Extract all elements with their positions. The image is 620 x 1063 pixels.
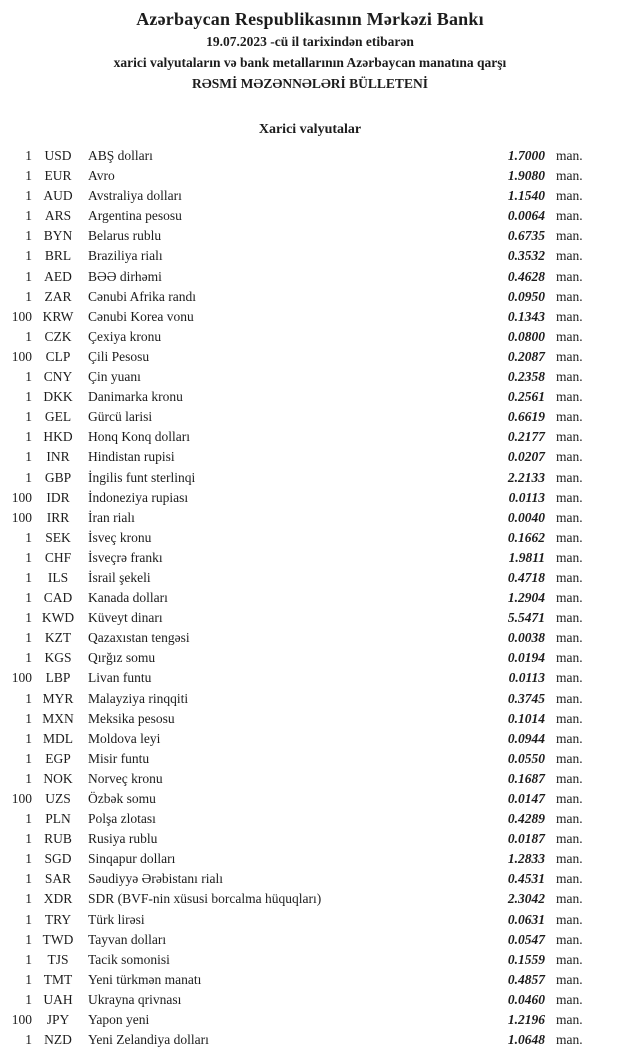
currency-name: BƏƏ dirhəmi: [88, 268, 162, 284]
currency-code: IRR: [46, 509, 70, 525]
bank-title: Azərbaycan Respublikasının Mərkəzi Bankı: [136, 9, 484, 29]
unit-label: man.: [556, 208, 583, 224]
currency-name: Malayziya rinqqiti: [88, 690, 189, 706]
unit-label: man.: [556, 770, 583, 786]
unit-label: man.: [556, 791, 583, 806]
currency-code: BYN: [43, 228, 73, 244]
currency-code: SEK: [45, 529, 71, 545]
rate-value: 0.1343: [507, 308, 545, 324]
unit-label: man.: [556, 730, 583, 746]
currency-name: Qırğız somu: [88, 650, 156, 666]
unit-label: man.: [556, 469, 583, 485]
table-row: [0, 930, 620, 950]
rate-value: 0.0187: [507, 831, 545, 847]
unit-label: man.: [556, 569, 583, 585]
rate-value: 1.9080: [507, 168, 545, 184]
currency-name: Argentina pesosu: [88, 208, 182, 224]
currency-code: CHF: [44, 549, 72, 565]
currency-code: HKD: [43, 429, 73, 445]
rate-value: 0.3532: [507, 248, 545, 264]
currency-name: Tacik somonisi: [88, 951, 170, 967]
currency-name: Danimarka kronu: [88, 389, 183, 405]
nominal-value: 1: [25, 369, 32, 385]
rate-value: 0.4857: [507, 971, 545, 987]
unit-label: man.: [556, 971, 583, 987]
currency-name: Çili Pesosu: [88, 348, 150, 364]
table-row: [0, 950, 620, 970]
rate-value: 0.0631: [507, 911, 545, 927]
rate-value: 0.1662: [507, 529, 545, 545]
currency-code: DKK: [43, 389, 73, 405]
currency-name: Türk lirəsi: [88, 911, 145, 927]
table-row: [0, 869, 620, 889]
nominal-value: 1: [25, 288, 32, 304]
unit-label: man.: [556, 248, 583, 264]
rate-value: 1.1540: [507, 188, 545, 204]
nominal-value: 100: [11, 348, 32, 364]
unit-label: man.: [556, 509, 583, 525]
nominal-value: 100: [11, 489, 32, 505]
currency-code: CLP: [45, 348, 71, 364]
currency-name: Hindistan rupisi: [88, 449, 175, 465]
currency-code: TJS: [47, 951, 69, 967]
table-row: [0, 568, 620, 588]
nominal-value: 1: [25, 951, 32, 967]
nominal-value: 1: [25, 228, 32, 244]
scope-line: xarici valyutaların və bank metallarının Azərbaycan manatına qarşı: [113, 55, 507, 70]
currency-code: TRY: [44, 911, 72, 927]
table-row: [0, 508, 620, 528]
rate-value: 0.2087: [507, 348, 545, 364]
currency-code: EGP: [45, 750, 71, 766]
currency-code: ZAR: [44, 288, 72, 304]
unit-label: man.: [556, 1012, 583, 1028]
rate-value: 0.0950: [507, 288, 545, 304]
currency-code: KWD: [41, 610, 75, 626]
nominal-value: 1: [25, 590, 32, 606]
unit-label: man.: [556, 991, 583, 1007]
table-row: [0, 166, 620, 186]
currency-name: ABŞ dolları: [88, 148, 153, 163]
rate-value: 1.9811: [508, 549, 545, 565]
table-row: [0, 809, 620, 829]
rate-value: 0.0944: [507, 730, 545, 746]
currency-name: Honq Konq dolları: [88, 429, 190, 445]
nominal-value: 1: [25, 1032, 32, 1048]
rate-value: 0.0038: [507, 630, 545, 646]
unit-label: man.: [556, 188, 583, 204]
rate-value: 0.1014: [507, 710, 545, 726]
nominal-value: 1: [25, 610, 32, 626]
nominal-value: 1: [25, 549, 32, 565]
currency-code: GEL: [44, 409, 72, 425]
table-row: [0, 789, 620, 809]
nominal-value: 1: [25, 148, 32, 163]
table-row: [0, 347, 620, 367]
nominal-value: 1: [25, 871, 32, 887]
rate-value: 0.0040: [507, 509, 545, 525]
currency-name: Tayvan dolları: [88, 931, 167, 947]
nominal-value: 1: [25, 831, 32, 847]
unit-label: man.: [556, 389, 583, 405]
currency-name: İsveçrə frankı: [88, 549, 163, 565]
rate-value: 0.4628: [507, 268, 545, 284]
table-row: [0, 648, 620, 668]
currency-code: ILS: [47, 569, 69, 585]
nominal-value: 1: [25, 389, 32, 405]
nominal-value: 1: [25, 710, 32, 726]
table-row: [0, 287, 620, 307]
currency-name: İsrail şekeli: [88, 569, 151, 585]
rate-value: 0.4718: [507, 569, 545, 585]
currency-name: Braziliya rialı: [88, 248, 163, 264]
rate-value: 0.0194: [507, 650, 545, 666]
nominal-value: 1: [25, 891, 32, 907]
rate-value: 0.0113: [508, 670, 545, 686]
table-row: [0, 829, 620, 849]
nominal-value: 1: [25, 208, 32, 224]
nominal-value: 1: [25, 569, 32, 585]
currency-name: Ukrayna qrivnası: [88, 991, 182, 1007]
table-row: [0, 488, 620, 508]
table-row: [0, 447, 620, 467]
table-row: [0, 468, 620, 488]
rate-value: 1.2833: [507, 851, 545, 867]
currency-name: Sinqapur dolları: [88, 851, 176, 867]
unit-label: man.: [556, 409, 583, 425]
unit-label: man.: [556, 369, 583, 385]
table-row: [0, 246, 620, 266]
unit-label: man.: [556, 1032, 583, 1048]
currency-code: KRW: [42, 308, 74, 324]
unit-label: man.: [556, 529, 583, 545]
nominal-value: 1: [25, 268, 32, 284]
nominal-value: 1: [25, 630, 32, 646]
table-row: [0, 689, 620, 709]
table-row: [0, 729, 620, 749]
nominal-value: 1: [25, 911, 32, 927]
currency-code: UZS: [45, 791, 71, 806]
unit-label: man.: [556, 228, 583, 244]
currency-code: KGS: [44, 650, 72, 666]
rate-value: 5.5471: [507, 610, 545, 626]
currency-name: Rusiya rublu: [88, 831, 158, 847]
unit-label: man.: [556, 308, 583, 324]
table-row: [0, 146, 620, 166]
rate-value: 0.0064: [507, 208, 545, 224]
unit-label: man.: [556, 831, 583, 847]
currency-name: Kanada dolları: [88, 590, 168, 606]
unit-label: man.: [556, 168, 583, 184]
currency-code: ARS: [44, 208, 72, 224]
currency-code: AED: [44, 268, 72, 284]
rate-value: 1.0648: [507, 1032, 545, 1048]
rate-value: 0.6735: [507, 228, 545, 244]
unit-label: man.: [556, 811, 583, 827]
currency-code: JPY: [46, 1012, 70, 1028]
table-row: [0, 186, 620, 206]
rate-value: 0.0147: [507, 791, 545, 806]
nominal-value: 1: [25, 750, 32, 766]
rate-value: 0.1687: [507, 770, 545, 786]
rate-value: 0.2561: [507, 389, 545, 405]
unit-label: man.: [556, 549, 583, 565]
unit-label: man.: [556, 348, 583, 364]
document-header: [0, 7, 620, 94]
nominal-value: 1: [25, 469, 32, 485]
currency-code: MYR: [42, 690, 74, 706]
nominal-value: 1: [25, 168, 32, 184]
currency-name: Yapon yeni: [88, 1012, 150, 1028]
rate-value: 1.7000: [507, 148, 545, 163]
currency-name: Özbək somu: [88, 791, 156, 806]
nominal-value: 1: [25, 248, 32, 264]
currency-name: İngilis funt sterlinqi: [88, 469, 196, 485]
currency-code: XDR: [43, 891, 73, 907]
currency-name: Livan funtu: [88, 670, 152, 686]
currency-code: MDL: [43, 730, 73, 746]
unit-label: man.: [556, 650, 583, 666]
table-row: [0, 548, 620, 568]
nominal-value: 1: [25, 991, 32, 1007]
rate-value: 0.4531: [507, 871, 545, 887]
nominal-value: 100: [11, 308, 32, 324]
bulletin-title: RƏSMİ MƏZƏNNƏLƏRİ BÜLLETENİ: [192, 76, 428, 91]
currency-name: SDR (BVF-nin xüsusi borcalma hüquqları): [88, 891, 322, 907]
unit-label: man.: [556, 268, 583, 284]
nominal-value: 1: [25, 971, 32, 987]
currency-name: Çexiya kronu: [88, 328, 162, 344]
rate-value: 1.2904: [507, 590, 545, 606]
table-row: [0, 668, 620, 688]
currency-code: SGD: [44, 851, 72, 867]
unit-label: man.: [556, 750, 583, 766]
rate-value: 0.0550: [507, 750, 545, 766]
rate-value: 0.0800: [507, 328, 545, 344]
table-row: [0, 608, 620, 628]
currency-code: LBP: [45, 670, 71, 686]
currency-code: MXN: [42, 710, 74, 726]
currency-code: AUD: [43, 188, 73, 204]
unit-label: man.: [556, 590, 583, 606]
table-row: [0, 990, 620, 1010]
rate-value: 0.1559: [507, 951, 545, 967]
currency-code: TMT: [43, 971, 73, 987]
currency-name: Avstraliya dolları: [88, 188, 182, 204]
table-row: [0, 327, 620, 347]
rate-value: 0.0207: [507, 449, 545, 465]
table-row: [0, 226, 620, 246]
currency-code: PLN: [45, 811, 71, 827]
currency-name: Yeni türkmən manatı: [88, 971, 202, 987]
unit-label: man.: [556, 288, 583, 304]
unit-label: man.: [556, 690, 583, 706]
currency-name: Misir funtu: [88, 750, 150, 766]
unit-label: man.: [556, 429, 583, 445]
table-row: [0, 1030, 620, 1050]
nominal-value: 1: [25, 409, 32, 425]
table-row: [0, 849, 620, 869]
unit-label: man.: [556, 851, 583, 867]
nominal-value: 1: [25, 650, 32, 666]
nominal-value: 1: [25, 690, 32, 706]
table-row: [0, 206, 620, 226]
currency-code: CNY: [43, 369, 73, 385]
unit-label: man.: [556, 148, 583, 163]
currency-code: CAD: [43, 590, 73, 606]
table-row: [0, 588, 620, 608]
table-row: [0, 1010, 620, 1030]
unit-label: man.: [556, 630, 583, 646]
currency-name: Belarus rublu: [88, 228, 162, 244]
currency-code: INR: [46, 449, 70, 465]
unit-label: man.: [556, 911, 583, 927]
nominal-value: 1: [25, 851, 32, 867]
table-row: [0, 427, 620, 447]
table-row: [0, 267, 620, 287]
currency-code: GBP: [44, 469, 72, 485]
rate-value: 0.0113: [508, 489, 545, 505]
table-row: [0, 387, 620, 407]
nominal-value: 1: [25, 931, 32, 947]
currency-name: Küveyt dinarı: [88, 610, 163, 626]
table-row: [0, 970, 620, 990]
currency-name: Cənubi Afrika randı: [88, 288, 196, 304]
nominal-value: 1: [25, 188, 32, 204]
rate-value: 2.2133: [507, 469, 545, 485]
nominal-value: 1: [25, 811, 32, 827]
rate-value: 0.4289: [507, 811, 545, 827]
currency-name: Avro: [88, 168, 115, 184]
exchange-rates-table: [0, 146, 620, 1050]
nominal-value: 1: [25, 529, 32, 545]
rate-value: 0.2177: [507, 429, 545, 445]
currency-code: IDR: [46, 489, 70, 505]
currency-name: Səudiyyə Ərəbistanı rialı: [88, 871, 223, 887]
nominal-value: 100: [11, 1012, 32, 1028]
currency-name: Norveç kronu: [88, 770, 163, 786]
currency-code: CZK: [44, 328, 72, 344]
currency-name: Çin yuanı: [88, 369, 141, 385]
nominal-value: 1: [25, 328, 32, 344]
currency-name: Moldova leyi: [88, 730, 161, 746]
rate-value: 1.2196: [507, 1012, 545, 1028]
nominal-value: 100: [11, 670, 32, 686]
currency-code: BRL: [44, 248, 72, 264]
currency-code: TWD: [42, 931, 74, 947]
rate-value: 0.2358: [507, 369, 545, 385]
table-row: [0, 367, 620, 387]
currency-name: İndoneziya rupiası: [88, 489, 189, 505]
nominal-value: 1: [25, 770, 32, 786]
rate-value: 0.0460: [507, 991, 545, 1007]
effective-date-line: 19.07.2023 -cü il tarixindən etibarən: [206, 34, 414, 49]
table-row: [0, 889, 620, 909]
table-row: [0, 628, 620, 648]
unit-label: man.: [556, 489, 583, 505]
table-row: [0, 749, 620, 769]
section-title-foreign-currencies: Xarici valyutalar: [258, 122, 362, 137]
currency-name: Cənubi Korea vonu: [88, 308, 194, 324]
unit-label: man.: [556, 449, 583, 465]
currency-name: İran rialı: [88, 509, 135, 525]
rate-value: 2.3042: [507, 891, 545, 907]
nominal-value: 1: [25, 730, 32, 746]
unit-label: man.: [556, 328, 583, 344]
table-row: [0, 709, 620, 729]
currency-name: Polşa zlotası: [88, 811, 156, 827]
unit-label: man.: [556, 891, 583, 907]
currency-name: Meksika pesosu: [88, 710, 175, 726]
currency-code: RUB: [44, 831, 72, 847]
rate-value: 0.3745: [507, 690, 545, 706]
currency-code: UAH: [43, 991, 73, 1007]
table-row: [0, 528, 620, 548]
currency-name: İsveç kronu: [88, 529, 152, 545]
currency-code: USD: [44, 148, 72, 163]
nominal-value: 1: [25, 449, 32, 465]
rate-value: 0.0547: [507, 931, 545, 947]
rate-value: 0.6619: [507, 409, 545, 425]
currency-code: EUR: [44, 168, 72, 184]
unit-label: man.: [556, 871, 583, 887]
table-row: [0, 307, 620, 327]
currency-code: NZD: [44, 1032, 72, 1048]
unit-label: man.: [556, 670, 583, 686]
nominal-value: 100: [11, 791, 32, 806]
unit-label: man.: [556, 710, 583, 726]
currency-name: Yeni Zelandiya dolları: [88, 1032, 209, 1048]
currency-code: NOK: [43, 770, 73, 786]
currency-name: Qazaxıstan tengəsi: [88, 630, 190, 646]
unit-label: man.: [556, 931, 583, 947]
unit-label: man.: [556, 951, 583, 967]
currency-code: KZT: [44, 630, 72, 646]
unit-label: man.: [556, 610, 583, 626]
currency-name: Gürcü larisi: [88, 409, 153, 425]
table-row: [0, 407, 620, 427]
table-row: [0, 910, 620, 930]
currency-code: SAR: [44, 871, 72, 887]
table-row: [0, 769, 620, 789]
nominal-value: 100: [11, 509, 32, 525]
nominal-value: 1: [25, 429, 32, 445]
